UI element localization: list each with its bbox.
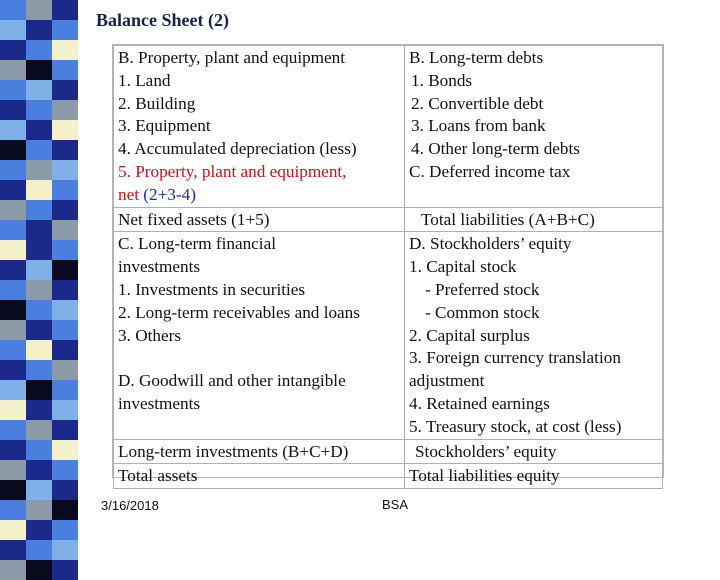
list-item: - Common stock — [425, 302, 540, 322]
table-row — [114, 439, 663, 464]
equity-cell — [405, 232, 663, 439]
list-item: B. Property, plant and equipment — [118, 48, 346, 67]
slide-title: Balance Sheet (2) — [96, 10, 229, 30]
footer-label: BSA — [382, 497, 409, 512]
net-fixed-assets-cell: Net fixed assets (1+5) — [114, 207, 405, 232]
total-liabilities-label: Total liabilities (A+B+C) — [421, 209, 595, 229]
list-item: 4. Other long-term debts — [411, 139, 580, 159]
list-item: 1. Bonds — [411, 70, 473, 90]
total-assets-cell: Total assets — [114, 464, 405, 489]
table-row — [114, 232, 663, 439]
decorative-left-stripe — [0, 0, 78, 540]
list-item: 3. Foreign currency translation — [409, 348, 621, 368]
table-row — [114, 207, 663, 232]
list-item: investments — [118, 394, 201, 414]
list-item: 3. Others — [118, 325, 182, 345]
list-item: 2. Convertible debt — [411, 93, 544, 113]
list-item: C. Long-term financial — [118, 234, 276, 254]
list-item-highlight: net — [118, 184, 139, 204]
list-item: 3. Loans from bank — [411, 116, 546, 136]
list-item: 2. Capital surplus — [409, 325, 530, 345]
list-item: 2. Long-term receivables and loans — [118, 302, 360, 322]
stockholders-equity-label: Stockholders’ equity — [415, 441, 557, 461]
list-item: - Preferred stock — [425, 279, 540, 299]
list-item: investments — [118, 257, 201, 277]
list-item: 3. Equipment — [118, 116, 211, 136]
table-row — [114, 46, 663, 208]
long-term-investments-cell: Long-term investments (B+C+D) — [114, 439, 405, 464]
list-item: 1. Investments in securities — [118, 279, 306, 299]
list-item: 4. Accumulated depreciation (less) — [118, 139, 357, 159]
list-item: adjustment — [409, 371, 485, 391]
liabilities-debts-cell — [405, 46, 663, 208]
footer-date: 3/16/2018 — [101, 498, 159, 513]
list-item: 4. Retained earnings — [409, 393, 550, 413]
list-item: D. Stockholders’ equity — [409, 234, 572, 254]
total-liabilities-cell — [405, 207, 663, 232]
list-item: 1. Capital stock — [409, 257, 517, 277]
balance-sheet-table — [112, 44, 664, 486]
list-item: 1. Land — [118, 70, 171, 90]
list-item: D. Goodwill and other intangible — [118, 371, 346, 391]
stockholders-equity-total-cell — [405, 439, 663, 464]
total-liabilities-equity-cell: Total liabilities equity — [405, 464, 663, 489]
formula-text: (2+3-4) — [143, 184, 196, 204]
table-row — [114, 464, 663, 489]
list-item-highlight: 5. Property, plant and equipment, — [118, 161, 347, 181]
balance-sheet-grid — [113, 45, 663, 489]
list-item: 5. Treasury stock, at cost (less) — [409, 416, 622, 436]
spacer — [118, 347, 400, 370]
list-item: 2. Building — [118, 93, 196, 113]
investments-cell — [114, 232, 405, 439]
list-item: B. Long-term debts — [409, 48, 544, 67]
assets-ppe-cell — [114, 46, 405, 208]
list-item: C. Deferred income tax — [409, 161, 571, 181]
